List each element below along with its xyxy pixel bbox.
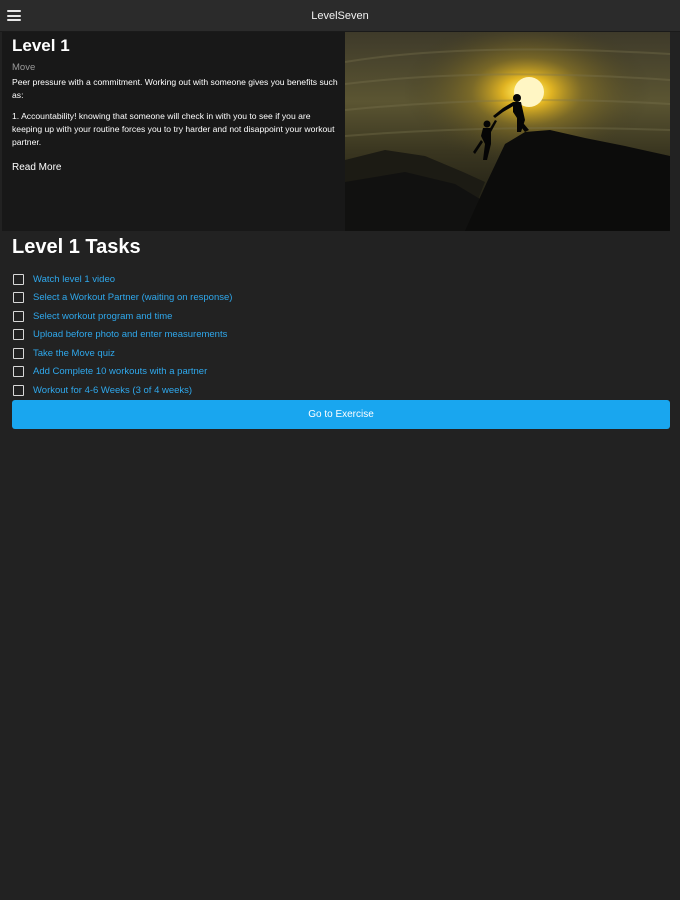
task-label[interactable]: Take the Move quiz bbox=[33, 347, 115, 359]
task-checkbox[interactable] bbox=[13, 329, 24, 340]
task-item-partner-workouts[interactable] bbox=[13, 363, 613, 382]
level-description-intro: Peer pressure with a commitment. Working out with someone gives you benefits such as: bbox=[12, 77, 338, 100]
read-more-link[interactable]: Read More bbox=[12, 162, 62, 173]
task-item-select-partner[interactable] bbox=[13, 289, 613, 308]
task-label[interactable]: Add Complete 10 workouts with a partner bbox=[33, 366, 208, 378]
task-checkbox[interactable] bbox=[13, 292, 24, 303]
task-label[interactable]: Upload before photo and enter measurements bbox=[33, 329, 228, 341]
task-label[interactable]: Select workout program and time bbox=[33, 310, 173, 322]
task-item-select-program[interactable] bbox=[13, 307, 613, 326]
level-card-text bbox=[12, 34, 338, 175]
task-item-watch-video[interactable] bbox=[13, 270, 613, 289]
top-app-bar bbox=[0, 0, 680, 32]
go-to-exercise-button[interactable]: Go to Exercise bbox=[12, 400, 670, 429]
task-item-workout-weeks[interactable] bbox=[13, 381, 613, 400]
task-checkbox[interactable] bbox=[13, 366, 24, 377]
app-title: LevelSeven bbox=[311, 10, 369, 22]
task-item-move-quiz[interactable] bbox=[13, 344, 613, 363]
task-checkbox[interactable] bbox=[13, 274, 24, 285]
task-list bbox=[13, 270, 613, 400]
level-subtitle: Move bbox=[12, 62, 36, 73]
task-label[interactable]: Watch level 1 video bbox=[33, 273, 116, 285]
task-item-upload-photo[interactable] bbox=[13, 326, 613, 345]
tasks-heading: Level 1 Tasks bbox=[12, 236, 141, 258]
climbers-sunset-image bbox=[345, 32, 670, 231]
task-checkbox[interactable] bbox=[13, 348, 24, 359]
task-label[interactable]: Select a Workout Partner (waiting on response) bbox=[33, 292, 233, 304]
task-label[interactable]: Workout for 4-6 Weeks (3 of 4 weeks) bbox=[33, 384, 193, 396]
level-card bbox=[2, 32, 670, 231]
level-title: Level 1 bbox=[12, 36, 70, 55]
level-description-point: 1. Accountability! knowing that someone will check in with you to see if you are keeping up with your routine forces you to try harder and not disappoint your workout partner. bbox=[12, 111, 335, 147]
task-checkbox[interactable] bbox=[13, 311, 24, 322]
task-checkbox[interactable] bbox=[13, 385, 24, 396]
